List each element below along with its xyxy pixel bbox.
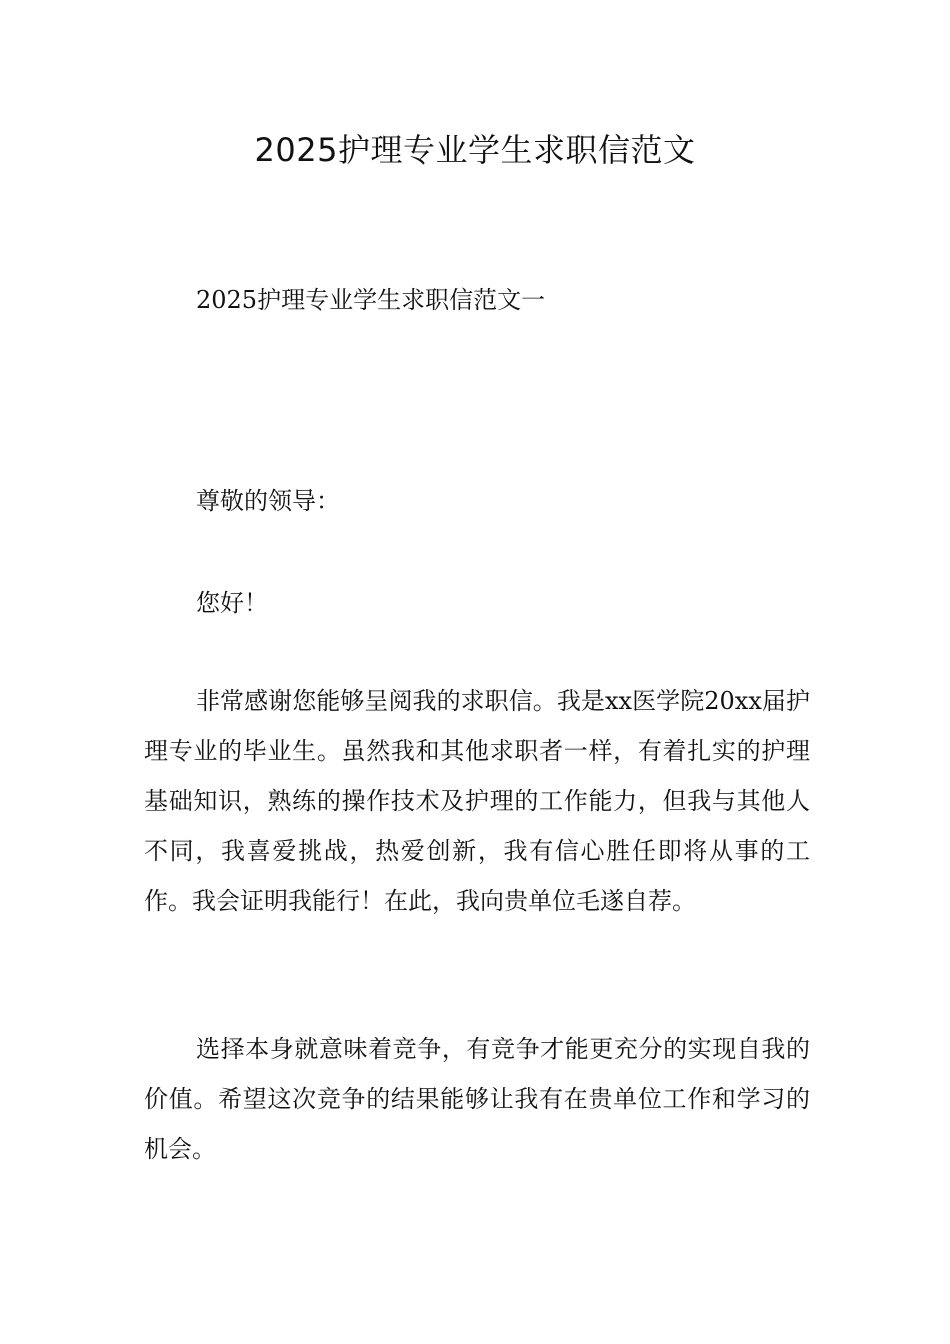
section-subtitle: 2025护理专业学生求职信范文一 (196, 286, 546, 314)
document-title: 2025护理专业学生求职信范文 (254, 131, 696, 169)
letter-greeting: 您好！ (196, 589, 268, 617)
body-paragraph-1: 非常感谢您能够呈阅我的求职信。我是xx医学院20xx届护理专业的毕业生。虽然我和其他求职者一样，有着扎实的护理基础知识，熟练的操作技术及护理的工作能力，但我与其他人不同，我喜爱挑战，热爱创新，我有信心胜任即将从事的工作。我会证明我能行！在此，我向贵单位毛遂自荐。 (144, 687, 810, 915)
letter-salutation: 尊敬的领导： (196, 487, 340, 515)
body-paragraph-2: 选择本身就意味着竞争，有竞争才能更充分的实现自我的价值。希望这次竞争的结果能够让我有在贵单位工作和学习的机会。 (144, 1035, 810, 1163)
